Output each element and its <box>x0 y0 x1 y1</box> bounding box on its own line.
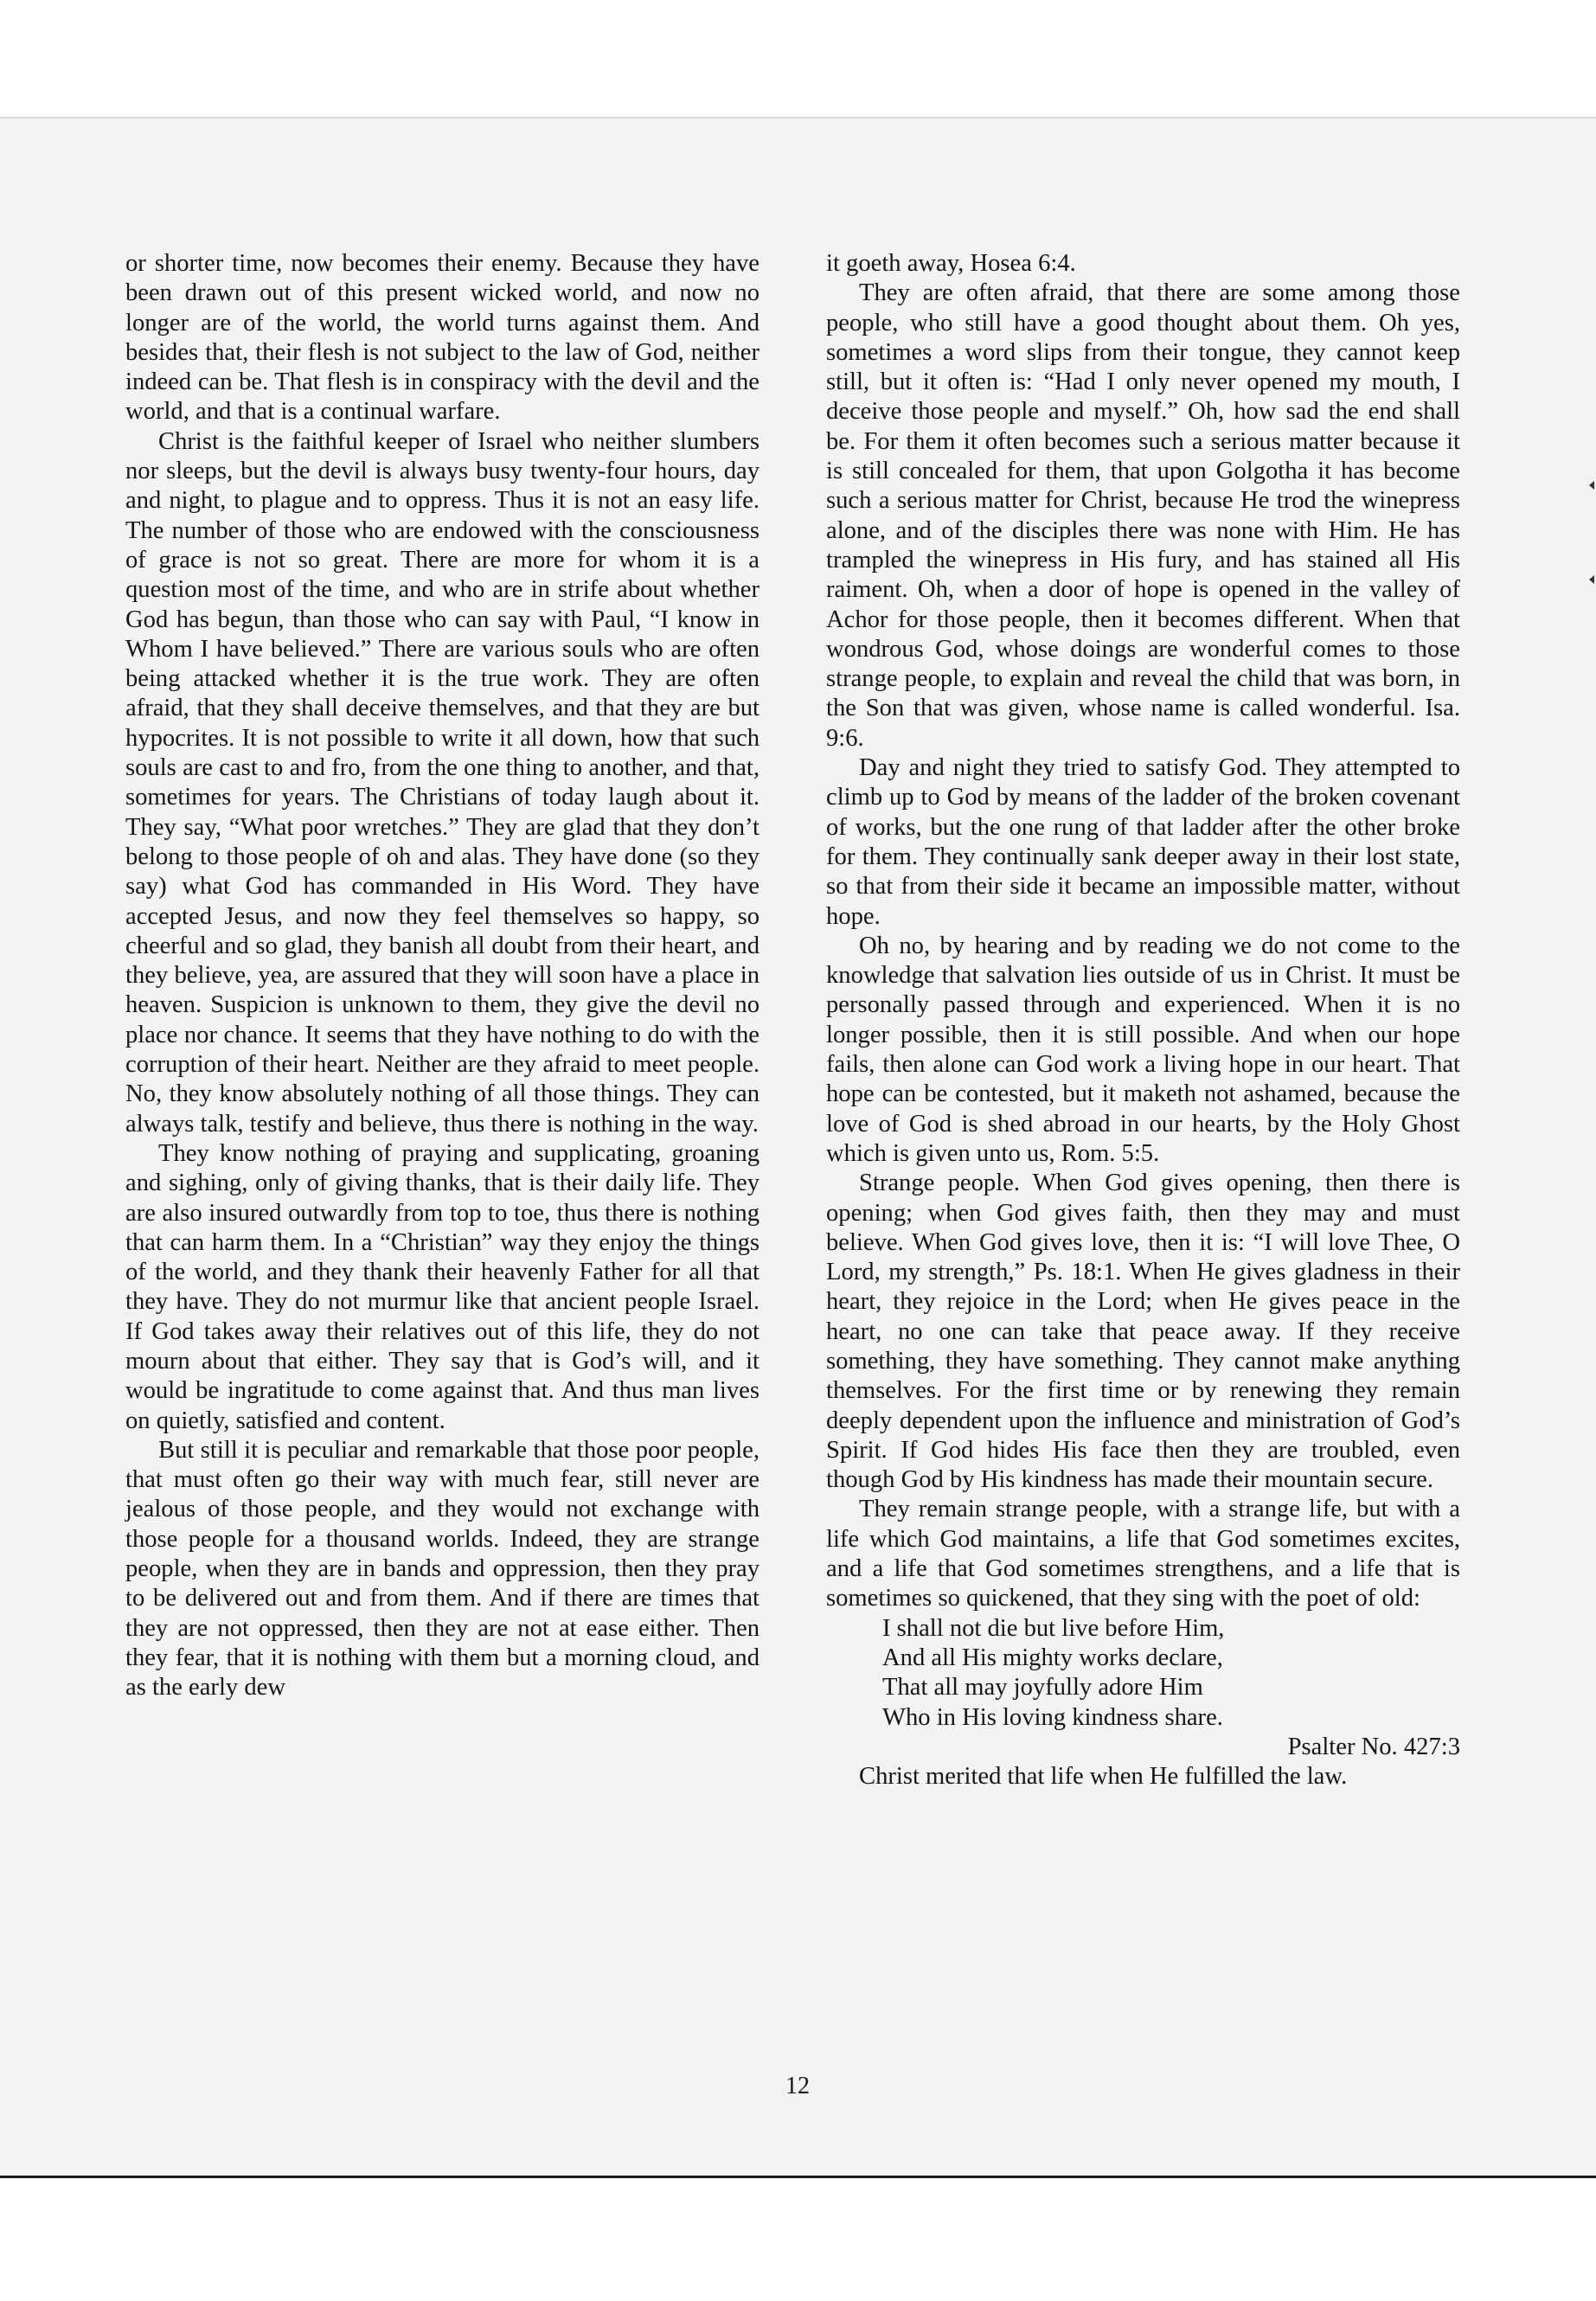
paragraph: it goeth away, Hosea 6:4. <box>826 250 1076 277</box>
poem-line: I shall not die but live before Him, <box>882 1614 1225 1642</box>
scan-bottom-margin <box>0 2178 1596 2301</box>
paragraph: They remain strange people, with a strange life, but with a life which God maintains, a life that God sometimes excites, and a life that God sometimes strengthens, and a life that is sometimes so quickened, that they sing with the poet of old: <box>826 1496 1460 1612</box>
paragraph: Christ is the faithful keeper of Israel who neither slumbers nor sleeps, but the devil is always busy twenty-four hours, day and night, to plague and to oppress. Thus it is not an easy life. The number of those who are endowed with the consciousness of grace is not so great. There are more for whom it is a question most of the time, and who are in strife about whether God has begun, than those who can say with Paul, “I know in Whom I have believed.” There are various souls who are often being attacked whether it is the true work. They are often afraid, that they shall deceive themselves, and that they are but hypocrites. It is not possible to write it all down, how that such souls are cast to and fro, from the one thing to another, and that, sometimes for years. The Christians of today laugh about it. They say, “What poor wretches.” They are glad that they don’t belong to those people of oh and alas. They have done (so they say) what God has commanded in His Word. They have accepted Jesus, and now they feel themselves so happy, so cheerful and so glad, they banish all doubt from their heart, and they believe, yea, are assured that they will soon have a place in heaven. Suspicion is unknown to them, they give the devil no place nor chance. It seems that they have nothing to do with the corruption of their heart. Neither are they afraid to meet people. No, they know absolutely nothing of all those things. They can always talk, testify and believe, thus there is nothing in the way. <box>125 427 760 1138</box>
right-column <box>826 249 1460 1791</box>
paragraph: Day and night they tried to satisfy God. They attempted to climb up to God by means of the ladder of the broken covenant of works, but the one rung of that ladder after the other broke for them. They continually sank deeper away in their lost state, so that from their side it became an impossible matter, without hope. <box>826 754 1460 930</box>
left-column <box>125 249 760 1703</box>
margin-mark-icon <box>1589 575 1594 584</box>
margin-mark-icon <box>1589 481 1594 490</box>
poem-stanza <box>826 1614 1460 1733</box>
paragraph: But still it is peculiar and remarkable that those poor people, that must often go their way with much fear, still never are jealous of those people, and they would not exchange with those people for a thousand worlds. Indeed, they are strange people, when they are in bands and oppression, then they pray to be delivered out and from them. And if there are times that they are not oppressed, then they are not at ease either. Then they fear, that it is nothing with them but a morning cloud, and as the early dew <box>125 1436 760 1702</box>
scan-top-margin <box>0 0 1596 117</box>
paragraph: They are often afraid, that there are some among those people, who still have a good thought about them. Oh yes, sometimes a word slips from their tongue, they cannot keep still, but it often is: “Had I only never opened my mouth, I deceive those people and myself.” Oh, how sad the end shall be. For them it often becomes such a serious matter because it is still concealed for them, that upon Golgotha it has become such a serious matter for Christ, because He trod the winepress alone, and of the disciples there was none with Him. He has trampled the winepress in His fury, and has stained all His raiment. Oh, when a door of hope is opened in the valley of Achor for those people, then it becomes different. When that wondrous God, whose doings are wonderful comes to those strange people, to explain and reveal the child that was born, in the Son that was given, whose name is called wonderful. Isa. 9:6. <box>826 279 1460 752</box>
closing-paragraph: Christ merited that life when He fulfilled the law. <box>859 1763 1348 1791</box>
paragraph: Oh no, by hearing and by reading we do not come to the knowledge that salvation lies outside of us in Christ. It must be personally passed through and experienced. When it is no longer possible, then it is still possible. And when our hope fails, then alone can God work a living hope in our heart. That hope can be contested, but it maketh not ashamed, because the love of God is shed abroad in our hearts, by the Holy Ghost which is given unto us, Rom. 5:5. <box>826 932 1460 1167</box>
paragraph: They know nothing of praying and supplicating, groaning and sighing, only of giving thanks, that is their daily life. They are also insured outwardly from top to toe, thus there is nothing that can harm them. In a “Christian” way they enjoy the things of the world, and they thank their heavenly Father for all that they have. They do not murmur like that ancient people Israel. If God takes away their relatives out of this life, they do not mourn about that either. They say that is God’s will, and it would be ingratitude to come against that. And thus man lives on quietly, satisfied and content. <box>125 1139 760 1434</box>
poem-line: That all may joyfully adore Him <box>882 1674 1203 1702</box>
paragraph: Strange people. When God gives opening, then there is opening; when God gives faith, then they may and must believe. When God gives love, then it is: “I will love Thee, O Lord, my strength,” Ps. 18:1. When He gives gladness in their heart, they rejoice in the Lord; when He gives peace in the heart, no one can take that peace away. If they receive something, they have something. They cannot make anything themselves. For the first time or by renewing they remain deeply dependent upon the influence and ministration of God’s Spirit. If God hides His face then they are troubled, even though God by His kindness has made their mountain secure. <box>826 1170 1460 1494</box>
poem-citation: Psalter No. 427:3 <box>1287 1733 1460 1760</box>
poem-line: Who in His loving kindness share. <box>882 1703 1223 1731</box>
paragraph: or shorter time, now becomes their enemy. Because they have been drawn out of this present wicked world, and now no longer are of the world, the world turns against them. And besides that, their flesh is not subject to the law of God, neither indeed can be. That flesh is in conspiracy with the devil and the world, and that is a continual warfare. <box>125 250 760 426</box>
page-number: 12 <box>785 2073 810 2099</box>
poem-line: And all His mighty works declare, <box>882 1644 1223 1671</box>
